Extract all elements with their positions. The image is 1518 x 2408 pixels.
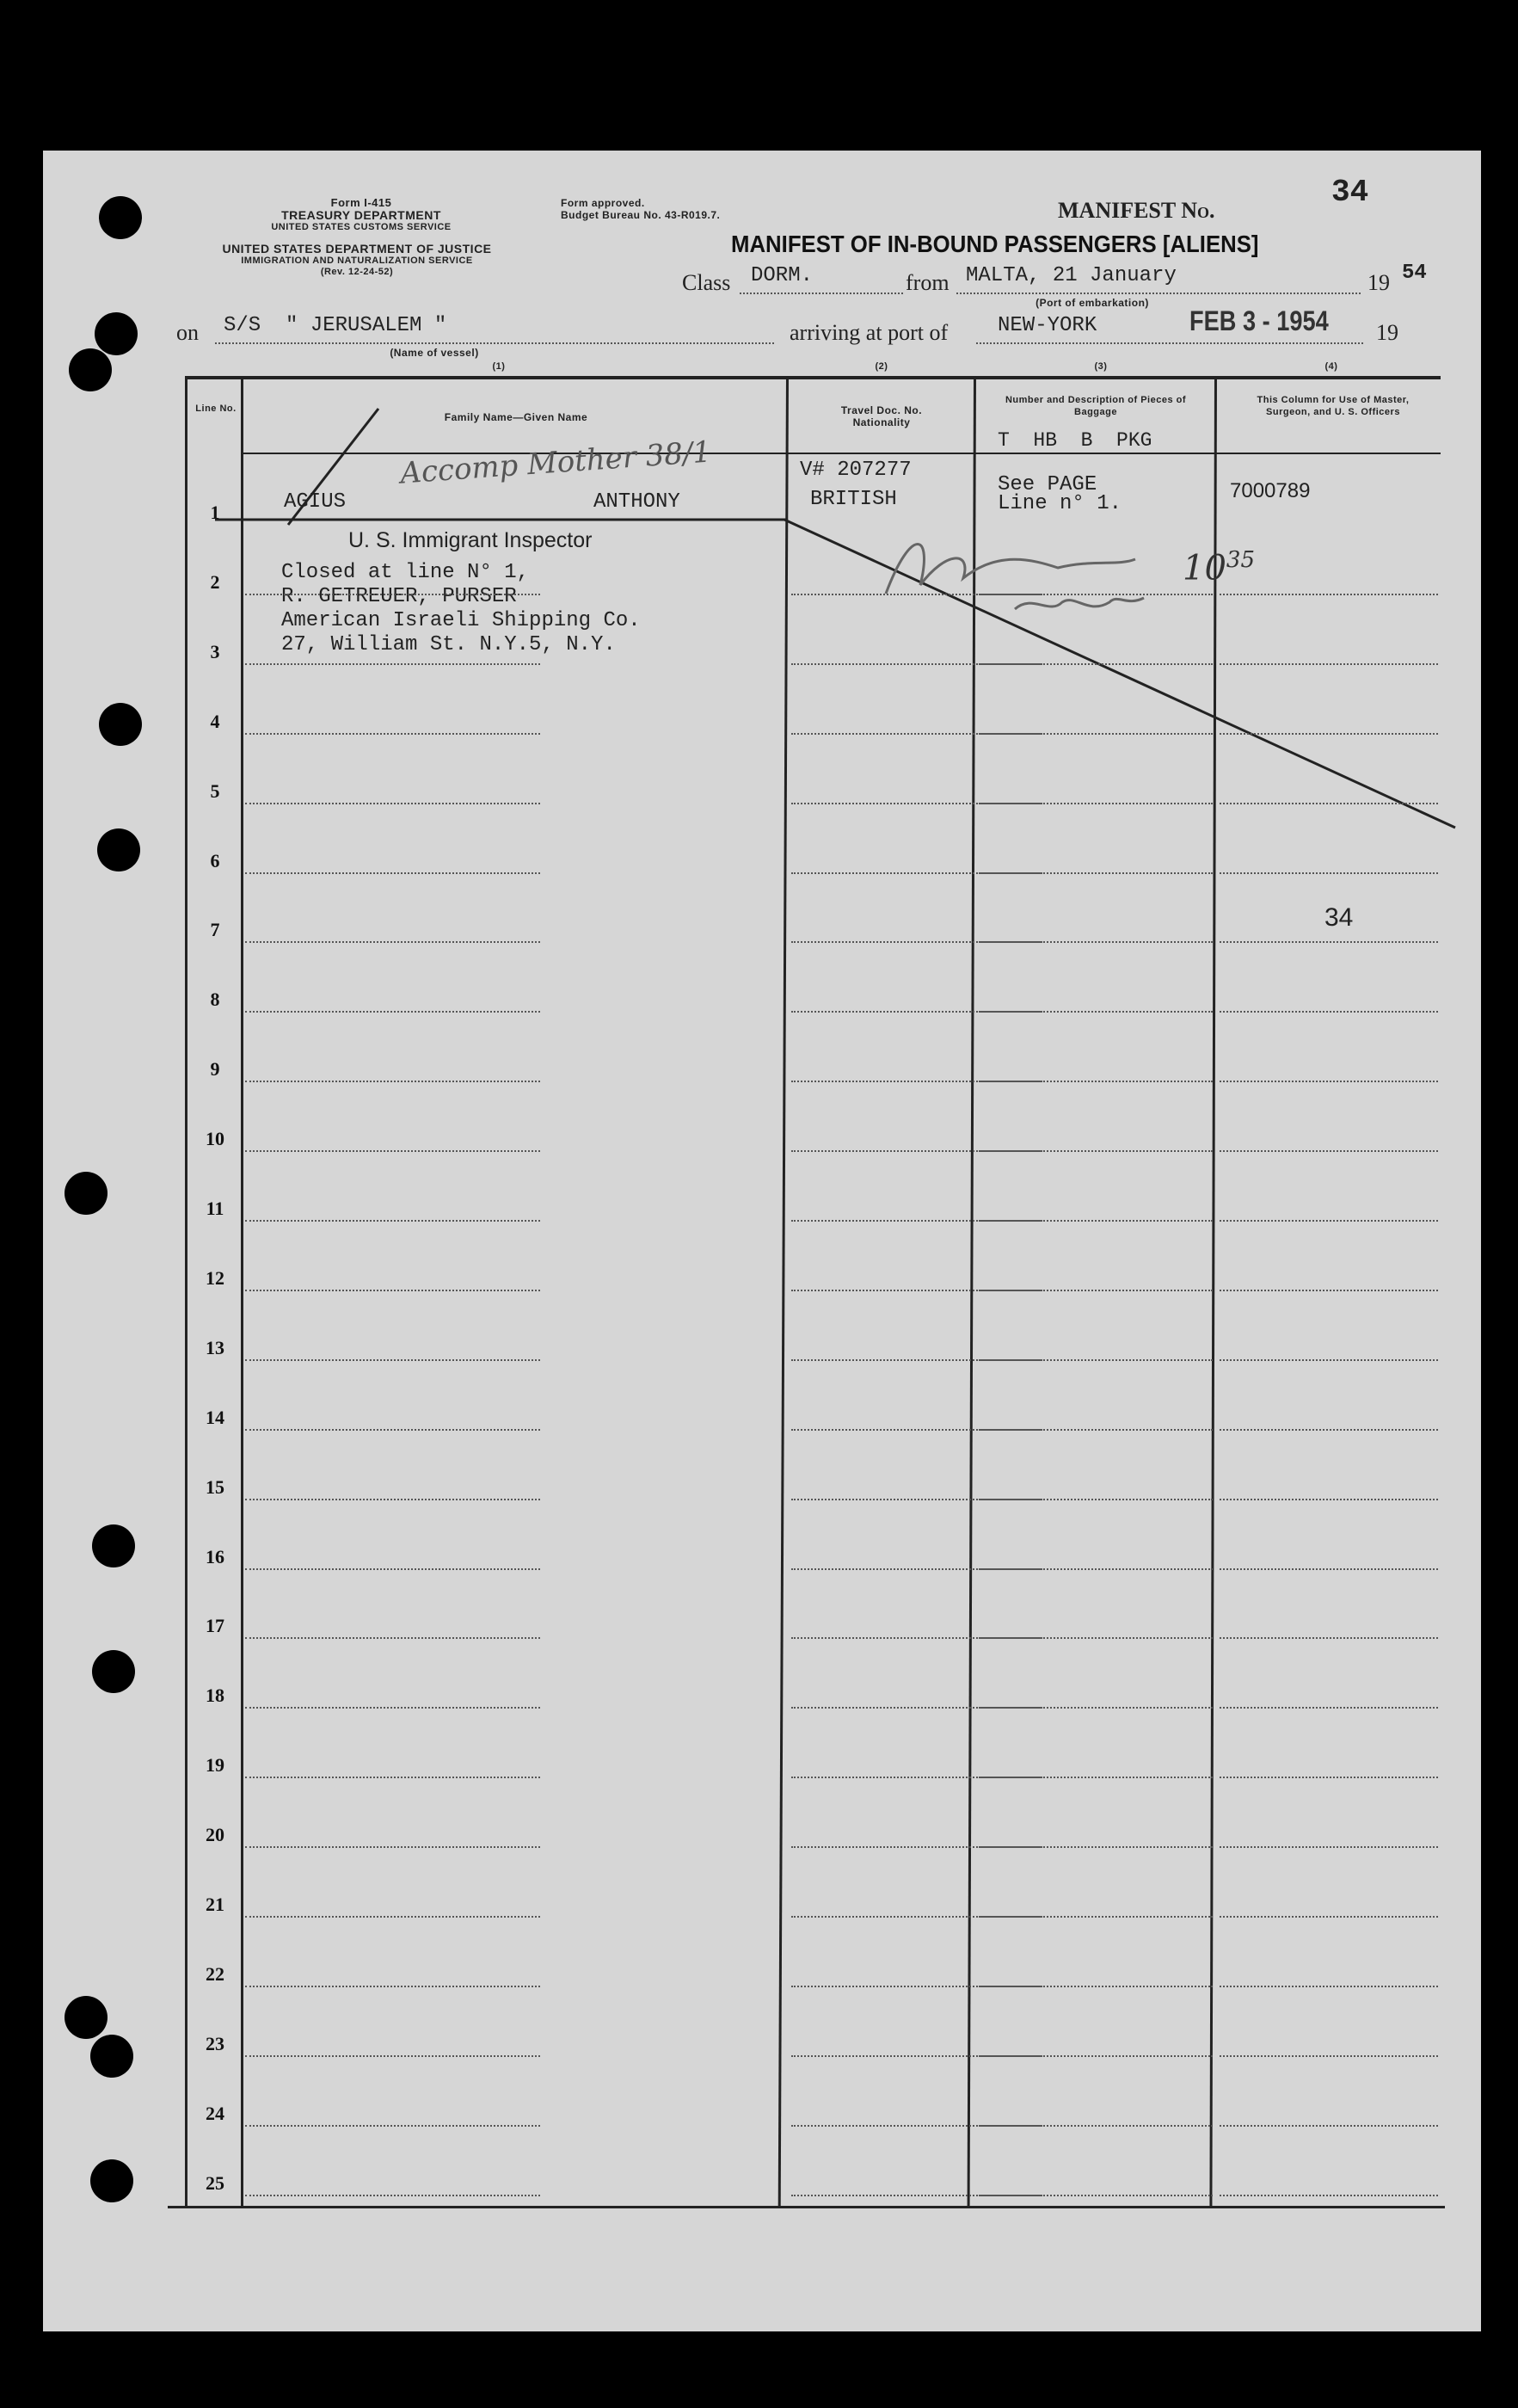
row-dotted-line: [979, 1429, 1213, 1431]
col-num-2: (2): [875, 361, 888, 372]
row-dotted-line: [1220, 1011, 1438, 1013]
header-baggage-sub: T HB B PKG: [998, 429, 1152, 452]
row-dotted-line: [1220, 1986, 1438, 1987]
row-dotted-line: [979, 1220, 1213, 1222]
year-suffix: 54: [1402, 262, 1427, 285]
handwritten-accomp-note: Accomp Mother 38/1: [399, 434, 713, 491]
row-dotted-line: [245, 1499, 540, 1500]
diagonal-strike-line: [784, 520, 1455, 828]
row-dotted-line: [979, 1011, 1213, 1013]
budget-bureau: Budget Bureau No. 43-R019.7.: [561, 209, 721, 221]
row-dotted-line: [1220, 2195, 1438, 2196]
vessel-name: S/S " JERUSALEM ": [224, 314, 447, 337]
row-dotted-line: [245, 1986, 540, 1987]
closing-line: Closed at line N° 1,: [281, 561, 530, 584]
header-line-no: Line No.: [195, 403, 237, 414]
manifest-number: 34: [1331, 175, 1369, 210]
line-number: 23: [206, 2032, 224, 2054]
line-number: 3: [210, 640, 220, 662]
line-number: 2: [210, 570, 220, 593]
line-number: 24: [206, 2102, 224, 2124]
form-title: MANIFEST OF IN-BOUND PASSENGERS [ALIENS]: [731, 231, 1259, 257]
class-label: Class: [682, 270, 731, 295]
line-number: 12: [206, 1266, 224, 1289]
purser-name: R. GETREUER, PURSER: [281, 585, 517, 608]
row-dotted-line: [245, 1637, 540, 1639]
line-number: 25: [206, 2171, 224, 2194]
dept-of-justice: UNITED STATES DEPARTMENT OF JUSTICE: [222, 242, 492, 256]
row-dotted-line: [245, 2125, 540, 2127]
row-dotted-line: [1220, 733, 1438, 735]
row-dotted-line: [1220, 1429, 1438, 1431]
row-dotted-line: [1220, 1777, 1438, 1778]
arriving-label: arriving at port of: [790, 320, 949, 345]
shipping-company: American Israeli Shipping Co.: [281, 609, 641, 632]
row-dotted-line: [245, 594, 540, 595]
row-dotted-line: [979, 1290, 1213, 1291]
row-dotted-line: [1220, 1916, 1438, 1918]
row-dotted-line: [979, 1637, 1213, 1639]
row-dotted-line: [979, 663, 1213, 665]
manifest-label: MANIFEST No.: [1058, 198, 1215, 223]
line-number: 20: [206, 1824, 224, 1846]
row-dotted-line: [1220, 663, 1438, 665]
from-label: from: [906, 270, 950, 295]
line-number: 11: [206, 1198, 224, 1219]
travel-doc-no: V# 207277: [800, 459, 912, 482]
row-dotted-line: [979, 2195, 1213, 2196]
row-dotted-line: [979, 1359, 1213, 1361]
row-dotted-line: [245, 2055, 540, 2057]
row-dotted-line: [245, 1220, 540, 1222]
row-dotted-line: [1220, 1568, 1438, 1570]
inspector-label: U. S. Immigrant Inspector: [348, 528, 593, 552]
inspector-signature: [886, 545, 1135, 594]
line-number: 18: [206, 1684, 224, 1707]
line-number: 5: [210, 779, 220, 802]
treasury-dept: TREASURY DEPARTMENT: [281, 208, 441, 222]
row-dotted-line: [1220, 1220, 1438, 1222]
row-dotted-line: [1220, 1359, 1438, 1361]
line-number: 19: [206, 1754, 224, 1777]
row-dotted-line: [1220, 1290, 1438, 1291]
revision: (Rev. 12-24-52): [320, 267, 394, 277]
row-dotted-line: [979, 2055, 1213, 2057]
row-dotted-line: [245, 1568, 540, 1570]
line-number: 15: [206, 1475, 224, 1498]
row-dotted-line: [979, 1568, 1213, 1570]
officer-number: 7000789: [1230, 479, 1311, 502]
row-dotted-line: [245, 1011, 540, 1013]
tick-mark-line: [288, 409, 378, 525]
line-number: 7: [210, 919, 220, 941]
line-number: 14: [206, 1406, 224, 1428]
row-dotted-line: [245, 1081, 540, 1082]
row-dotted-line: [1220, 2055, 1438, 2057]
baggage-line-2: Line n° 1.: [998, 492, 1122, 515]
row-dotted-line: [1220, 2125, 1438, 2127]
row-dotted-line: [979, 2125, 1213, 2127]
line-number: 22: [206, 1962, 224, 1985]
header-officers: This Column for Use of Master, Surgeon, and U. S. Officers: [1257, 395, 1410, 417]
row-dotted-line: [1220, 1846, 1438, 1848]
row-dotted-line: [979, 1777, 1213, 1778]
row-dotted-line: [1220, 803, 1438, 804]
line-number: 13: [206, 1336, 224, 1358]
row-dotted-line: [245, 1429, 540, 1431]
row-dotted-line: [979, 1846, 1213, 1848]
line-number: 6: [210, 849, 220, 871]
date-stamp: FEB 3 - 1954: [1189, 305, 1329, 336]
header-name: Family Name—Given Name: [444, 411, 588, 423]
row-dotted-line: [1220, 1707, 1438, 1709]
family-name: AGIUS: [284, 490, 347, 514]
row-dotted-line: [245, 1707, 540, 1709]
row-dotted-line: [1220, 1150, 1438, 1152]
row-dotted-line: [245, 733, 540, 735]
on-label: on: [176, 320, 199, 345]
row-dotted-line: [1220, 1637, 1438, 1639]
class-value: DORM.: [751, 264, 814, 287]
row-dotted-line: [245, 1359, 540, 1361]
row-dotted-line: [245, 872, 540, 874]
year-prefix: 19: [1367, 270, 1390, 295]
baggage-line-1: See PAGE: [998, 473, 1097, 496]
time-hour: 10: [1183, 548, 1226, 588]
row-dotted-line: [979, 1150, 1213, 1152]
row-dotted-line: [1220, 594, 1438, 595]
row-dotted-line: [979, 941, 1213, 943]
row-dotted-line: [979, 803, 1213, 804]
row-dotted-line: [245, 1777, 540, 1778]
side-number: 34: [1324, 903, 1354, 932]
company-address: 27, William St. N.Y.5, N.Y.: [281, 633, 616, 656]
customs-service: UNITED STATES CUSTOMS SERVICE: [271, 222, 452, 232]
row-dotted-line: [979, 1916, 1213, 1918]
form-approved: Form approved.: [561, 197, 645, 209]
line-number: 8: [210, 988, 220, 1011]
header-baggage: Number and Description of Pieces of Baggage: [1005, 395, 1187, 417]
row-dotted-line: [245, 1916, 540, 1918]
row-dotted-line: [1220, 872, 1438, 874]
line-number: 21: [206, 1894, 224, 1915]
col-num-1: (1): [492, 361, 506, 372]
row-dotted-line: [1220, 1081, 1438, 1082]
col-num-4: (4): [1324, 361, 1338, 372]
ins-service: IMMIGRATION AND NATURALIZATION SERVICE: [241, 256, 473, 266]
line-number: 9: [210, 1058, 220, 1081]
vessel-caption: (Name of vessel): [390, 347, 479, 359]
row-dotted-line: [979, 1081, 1213, 1082]
col-num-3: (3): [1094, 361, 1108, 372]
time-minutes: 35: [1226, 547, 1255, 573]
row-dotted-line: [245, 1150, 540, 1152]
row-dotted-line: [245, 941, 540, 943]
row-dotted-line: [245, 663, 540, 665]
row-dotted-line: [245, 2195, 540, 2196]
form-number: Form I-415: [330, 196, 392, 209]
nationality: BRITISH: [810, 488, 897, 511]
row-dotted-line: [979, 733, 1213, 735]
given-name: ANTHONY: [593, 490, 680, 514]
row-dotted-line: [245, 1290, 540, 1291]
row-dotted-line: [1220, 941, 1438, 943]
year-prefix-2: 19: [1376, 320, 1398, 345]
row-dotted-line: [979, 1499, 1213, 1500]
line-number: 1: [210, 502, 220, 523]
line-number: 10: [206, 1128, 224, 1150]
signature-initials: [1015, 598, 1144, 609]
row-dotted-line: [979, 1986, 1213, 1987]
row-dotted-line: [245, 1846, 540, 1848]
header-travel-doc: Travel Doc. No. Nationality: [840, 404, 923, 428]
line-number: 16: [206, 1545, 224, 1567]
row-dotted-line: [979, 872, 1213, 874]
from-value: MALTA, 21 January: [966, 264, 1177, 287]
line-number: 4: [210, 710, 220, 732]
row-dotted-line: [1220, 1499, 1438, 1500]
row-dotted-line: [979, 594, 1213, 595]
arrival-port: NEW-YORK: [998, 314, 1097, 337]
row-dotted-line: [979, 1707, 1213, 1709]
line-number: 17: [206, 1615, 224, 1637]
row-dotted-line: [245, 803, 540, 804]
port-embarkation-caption: (Port of embarkation): [1036, 297, 1149, 309]
